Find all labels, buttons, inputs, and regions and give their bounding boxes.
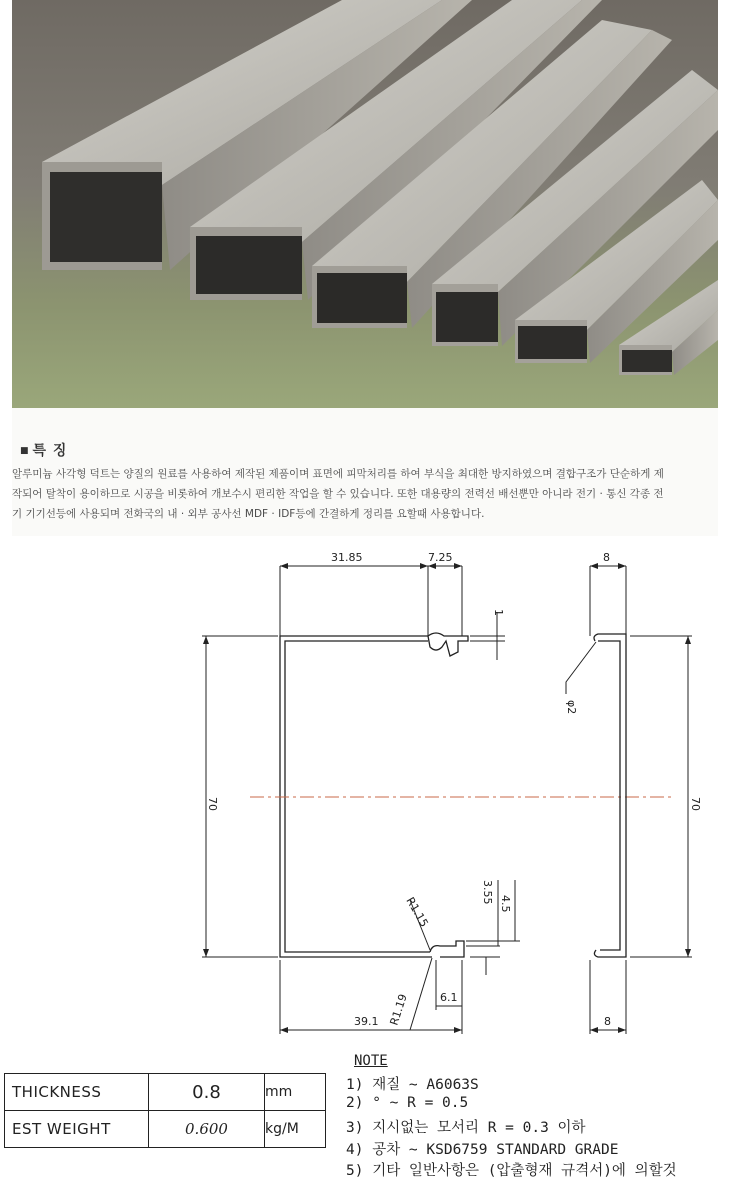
- feature-line: 기 기기선등에 사용되며 전화국의 내 · 외부 공사선 MDF · IDF등에 간결하게 정리를 요할때 사용합니다.: [12, 508, 485, 520]
- feature-line: 알루미늄 사각형 덕트는 양질의 원료를 사용하여 제작된 제품이며 표면에 피막처리를 하여 부식을 최대한 방지하였으며 결합구조가 단순하게 제: [12, 468, 664, 480]
- note-item: 5) 기타 일반사항은 (압출형재 규격서)에 의할것: [346, 1163, 677, 1179]
- bottom-hook: [430, 941, 464, 957]
- dim-b: 3.55: [481, 880, 494, 905]
- feature-title: 특 징: [32, 443, 68, 459]
- spec-table: [4, 1073, 326, 1148]
- side-profile-outer: [594, 634, 626, 957]
- leader-line: [566, 642, 596, 694]
- top-hook: [428, 633, 468, 656]
- weight-value: 0.600: [149, 1111, 265, 1148]
- side-profile-inner: [598, 641, 620, 950]
- dim-radius-outer: R1.19: [387, 992, 410, 1027]
- feature-section: [12, 408, 718, 536]
- weight-unit: kg/M: [265, 1111, 326, 1148]
- dim-a: 4.5: [499, 895, 512, 913]
- dim-height-right: 70: [689, 797, 702, 811]
- bullet-square-icon: ■: [20, 446, 30, 456]
- dim-bottom-width: 39.1: [354, 1015, 379, 1028]
- note-section: [346, 1053, 726, 1181]
- dim-side-top: 8: [603, 551, 610, 564]
- dim-opening: 7.25: [428, 551, 453, 564]
- dim-side-bottom: 8: [604, 1015, 611, 1028]
- dim-bottom-lip: 6.1: [440, 991, 458, 1004]
- dim-lip: 1: [492, 609, 505, 616]
- weight-label: EST WEIGHT: [5, 1111, 149, 1148]
- thickness-value: 0.8: [149, 1074, 265, 1111]
- dim-phi: φ2: [565, 700, 578, 715]
- note-item: 2) ° ~ R = 0.5: [346, 1094, 469, 1111]
- feature-description: [12, 464, 718, 524]
- dim-radius-inner: R1.15: [403, 895, 431, 930]
- spec-row-thickness: [5, 1074, 326, 1111]
- note-item: 3) 지시없는 모서리 R = 0.3 이하: [346, 1120, 586, 1136]
- aluminium-duct-photo: [12, 0, 718, 408]
- leader-line: [410, 958, 432, 1030]
- note-item: 1) 재질 ~ A6063S: [346, 1077, 479, 1093]
- thickness-unit: mm: [265, 1074, 326, 1111]
- product-photo: [12, 0, 718, 408]
- feature-heading: [20, 440, 67, 460]
- spec-row-weight: [5, 1111, 326, 1148]
- note-title: NOTE: [354, 1053, 388, 1069]
- dim-top-width: 31.85: [331, 551, 363, 564]
- dim-height-left: 70: [206, 797, 219, 811]
- note-item: 4) 공차 ~ KSD6759 STANDARD GRADE: [346, 1141, 619, 1158]
- thickness-label: THICKNESS: [5, 1074, 149, 1111]
- feature-line: 작되어 탈착이 용이하므로 시공을 비롯하여 개보수시 편리한 작업을 할 수 있습니다. 또한 대용량의 전력선 배선뿐만 아니라 전기 · 통신 각종 전: [12, 488, 664, 500]
